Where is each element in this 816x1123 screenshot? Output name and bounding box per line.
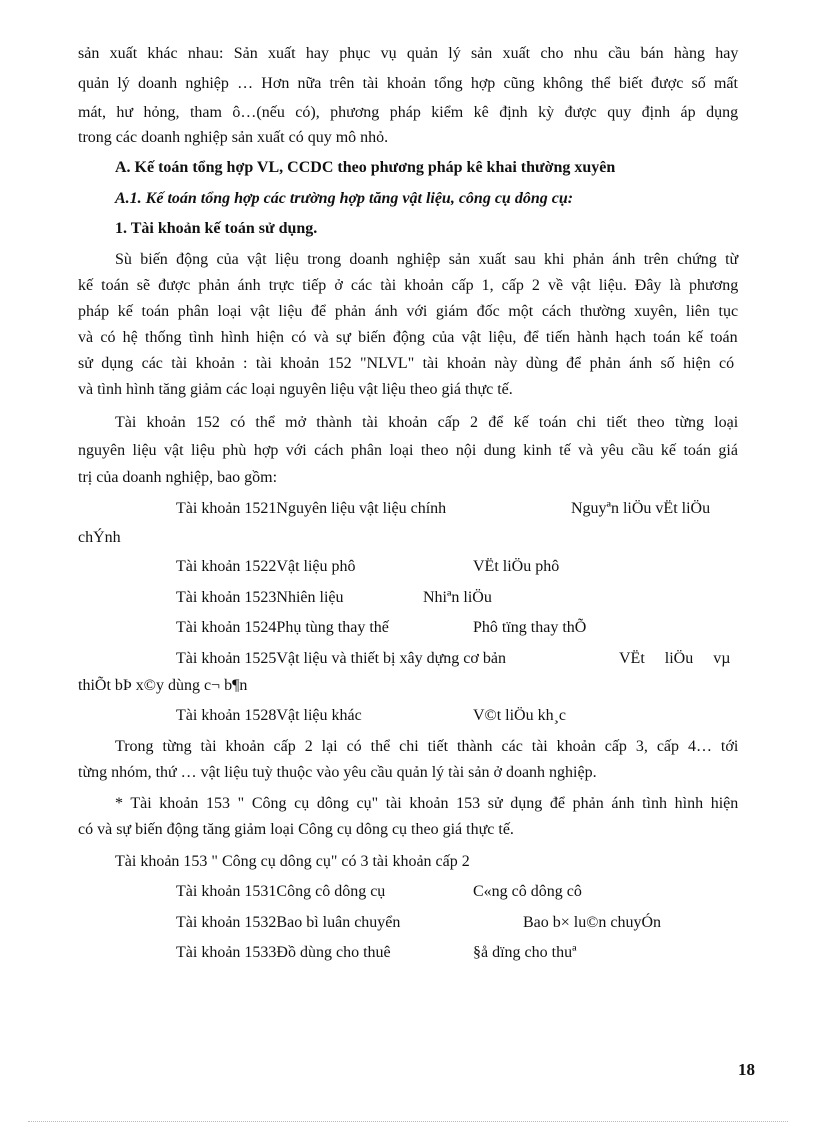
heading-1: 1. Tài khoản kế toán sử dụng.	[115, 220, 318, 237]
paragraph-1-line-4: trong các doanh nghiệp sản xuất có quy mô nhỏ.	[78, 129, 389, 146]
paragraph-6: Tài khoản 153 " Công cụ dông cụ" có 3 tài khoản cấp 2	[115, 853, 470, 870]
paragraph-4-line-1: Trong từng tài khoản cấp 2 lại có thể chi tiết thành các tài khoản cấp 3, cấp 4… tới	[115, 738, 739, 755]
account-1524-name: Tài khoản 1524Phụ tùng thay thế	[176, 619, 389, 636]
heading-a1: A.1. Kế toán tổng hợp các trường hợp tăng vật liệu, công cụ dông cụ:	[115, 190, 574, 207]
paragraph-2-line-3: pháp kế toán phân loại vật liệu để phản ánh với giám đốc một cách thường xuyên, liên tục	[78, 303, 739, 320]
account-1528-name: Tài khoản 1528Vật liệu khác	[176, 707, 362, 724]
paragraph-5-line-1: * Tài khoản 153 " Công cụ dông cụ" tài khoản 153 sử dụng để phản ánh tình hình hiện	[115, 795, 739, 812]
account-1521-name: Tài khoản 1521Nguyên liệu vật liệu chính	[176, 500, 447, 517]
account-1528-garbled: V©t liÖu kh¸c	[473, 707, 567, 724]
paragraph-4-line-2: từng nhóm, thứ … vật liệu tuỳ thuộc vào yêu cầu quản lý tài sản ở doanh nghiệp.	[78, 764, 597, 781]
paragraph-3-line-3: trị của doanh nghiệp, bao gồm:	[78, 469, 278, 486]
paragraph-5-line-2: có và sự biến động tăng giảm loại Công cụ dông cụ theo giá thực tế.	[78, 821, 514, 838]
account-1531-garbled: C«ng cô dông cô	[473, 883, 582, 900]
account-1523-garbled: Nhiªn liÖu	[423, 589, 492, 606]
paragraph-2-line-4: và có hệ thống tình hình hiện có và sự biến động của vật liệu, để tiến hành hạch toán kế toán	[78, 329, 738, 346]
paragraph-2-line-6: và tình hình tăng giảm các loại nguyên liệu vật liệu theo giá thực tế.	[78, 381, 513, 398]
page-number: 18	[738, 1060, 755, 1079]
account-1522-name: Tài khoản 1522Vật liệu phô	[176, 558, 356, 575]
account-1524-garbled: Phô tïng thay thÕ	[473, 619, 587, 636]
paragraph-1-line-2: quản lý doanh nghiệp … Hơn nữa trên tài khoản tổng hợp cũng không thể biết được số mất	[78, 75, 738, 92]
paragraph-1-line-1: sản xuất khác nhau: Sản xuất hay phục vụ quản lý sản xuất cho nhu cầu bán hàng hay	[78, 45, 739, 62]
paragraph-2-line-1: Sù biến động của vật liệu trong doanh nghiệp sản xuất sau khi phản ánh trên chứng từ	[115, 251, 739, 268]
account-1531-name: Tài khoản 1531Công cô dông cụ	[176, 883, 386, 900]
paragraph-3-line-2: nguyên liệu vật liệu phù hợp với cách phân loại theo nội dung kinh tế và yêu cầu kế toán giá	[78, 442, 738, 459]
paragraph-2-line-2: kế toán sẽ được phản ánh trực tiếp ở các tài khoản cấp 1, cấp 2 về vật liệu. Đây là phương	[78, 277, 739, 294]
account-1525-wrap: thiÕt bÞ x©y dùng c¬ b¶n	[78, 677, 248, 694]
heading-a: A. Kế toán tổng hợp VL, CCDC theo phương pháp kê khai thường xuyên	[115, 159, 616, 176]
account-1525-garbled: VËt liÖu vµ	[619, 650, 731, 667]
account-1532-name: Tài khoản 1532Bao bì luân chuyển	[176, 914, 401, 931]
account-1521-wrap: chÝnh	[78, 529, 121, 546]
account-1533-name: Tài khoản 1533Đồ dùng cho thuê	[176, 944, 391, 961]
account-1521-garbled: Nguyªn liÖu vËt liÖu	[571, 500, 711, 517]
paragraph-3-line-1: Tài khoản 152 có thể mở thành tài khoản cấp 2 để kế toán chi tiết theo từng loại	[115, 414, 739, 431]
account-1523-name: Tài khoản 1523Nhiên liệu	[176, 589, 344, 606]
account-1533-garbled: §å dïng cho thuª	[473, 944, 577, 961]
paragraph-1-line-3: mát, hư hỏng, tham ô…(nếu có), phương pháp kiểm kê định kỳ được quy định áp dụng	[78, 104, 739, 121]
account-1525-name: Tài khoản 1525Vật liệu và thiết bị xây dựng cơ bản	[176, 650, 506, 667]
footer-divider	[28, 1121, 788, 1122]
account-1522-garbled: VËt liÖu phô	[473, 558, 560, 575]
paragraph-2-line-5: sử dụng các tài khoản : tài khoản 152 "NLVL" tài khoản này dùng để phản ánh số hiện có	[78, 355, 735, 372]
account-1532-garbled: Bao b× lu©n chuyÓn	[523, 914, 662, 931]
